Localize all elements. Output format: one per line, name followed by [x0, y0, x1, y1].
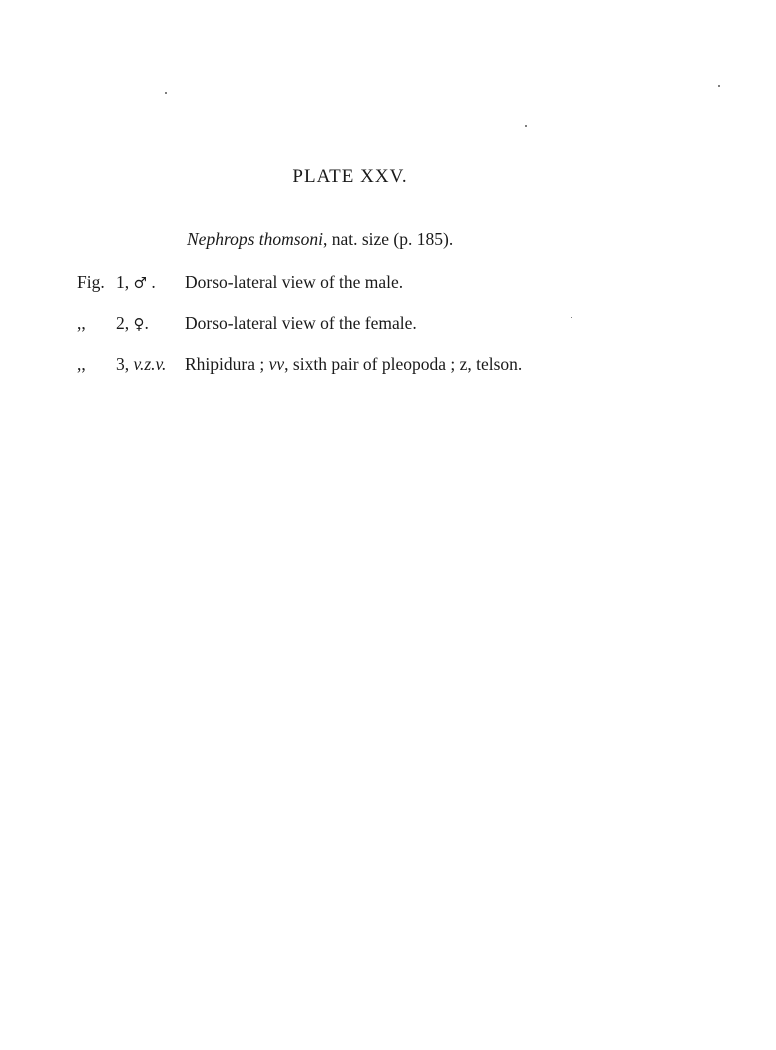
figure-abbreviation: v.z.v.: [133, 354, 167, 374]
figure-description: Dorso-lateral view of the female.: [185, 313, 417, 333]
plate-title: PLATE XXV.: [292, 166, 408, 187]
figure-prefix: Fig.: [77, 272, 105, 292]
description-end: , sixth pair of pleopoda ; z, telson.: [284, 354, 523, 374]
scan-speck: [525, 125, 527, 127]
male-symbol-icon: ♂: [133, 274, 147, 292]
description-start: Rhipidura ;: [185, 354, 269, 374]
figure-description: Dorso-lateral view of the male.: [185, 272, 404, 292]
figure-number: [116, 272, 156, 293]
figure-num: 2,: [116, 313, 130, 333]
subtitle-rest: , nat. size (p. 185).: [322, 229, 454, 249]
female-symbol-icon: ♀: [133, 315, 145, 333]
figure-description: [185, 354, 522, 375]
figure-prefix: ,,: [77, 354, 86, 374]
figure-after: .: [146, 272, 156, 292]
figure-number: [116, 354, 166, 375]
scan-speck: [165, 92, 167, 94]
plate-subtitle: [187, 229, 453, 250]
scan-speck: [718, 85, 720, 87]
figure-num: 3,: [116, 354, 130, 374]
figure-prefix: ,,: [77, 313, 86, 333]
figure-num: 1,: [116, 272, 130, 292]
species-name: Nephrops thomsoni: [187, 229, 323, 249]
figure-number: [116, 313, 149, 334]
figure-entry-1: [0, 272, 776, 296]
figure-entry-3: [0, 354, 776, 378]
figure-after: .: [144, 313, 149, 333]
description-italic: vv: [268, 354, 285, 374]
figure-entry-2: [0, 313, 776, 337]
